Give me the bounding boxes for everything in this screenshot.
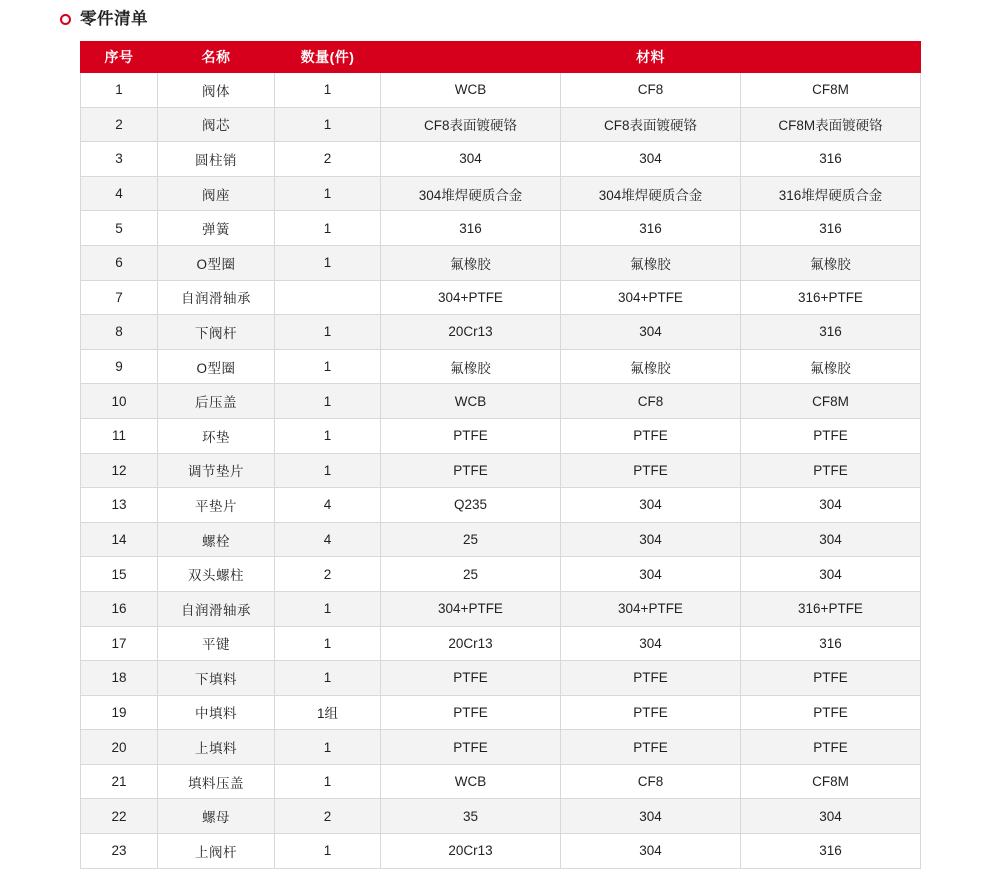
cell-seq: 18 <box>81 661 158 696</box>
cell-qty: 1 <box>275 591 381 626</box>
cell-qty: 1 <box>275 384 381 419</box>
cell-material-2: CF8 <box>561 73 741 108</box>
column-header-material: 材料 <box>381 42 921 73</box>
cell-seq: 15 <box>81 557 158 592</box>
table-row <box>81 107 921 142</box>
cell-material-3: 316堆焊硬质合金 <box>741 176 921 211</box>
table-row <box>81 418 921 453</box>
cell-name: O型圈 <box>158 349 275 384</box>
table-row <box>81 557 921 592</box>
cell-qty: 1 <box>275 349 381 384</box>
cell-material-2: 氟橡胶 <box>561 245 741 280</box>
cell-material-1: WCB <box>381 73 561 108</box>
cell-material-3: PTFE <box>741 695 921 730</box>
cell-material-2: PTFE <box>561 418 741 453</box>
cell-material-1: 25 <box>381 522 561 557</box>
parts-table <box>80 41 921 869</box>
cell-seq: 12 <box>81 453 158 488</box>
cell-name: O型圈 <box>158 245 275 280</box>
table-row <box>81 488 921 523</box>
cell-qty: 1 <box>275 418 381 453</box>
table-row <box>81 591 921 626</box>
cell-material-2: 氟橡胶 <box>561 349 741 384</box>
column-header-seq: 序号 <box>81 42 158 73</box>
cell-name: 自润滑轴承 <box>158 591 275 626</box>
cell-material-3: CF8M <box>741 764 921 799</box>
table-row <box>81 730 921 765</box>
cell-material-2: 304 <box>561 799 741 834</box>
cell-material-3: 氟橡胶 <box>741 349 921 384</box>
cell-seq: 9 <box>81 349 158 384</box>
cell-seq: 8 <box>81 315 158 350</box>
cell-material-1: 氟橡胶 <box>381 349 561 384</box>
cell-seq: 10 <box>81 384 158 419</box>
table-row <box>81 522 921 557</box>
cell-material-1: 20Cr13 <box>381 834 561 869</box>
table-row <box>81 315 921 350</box>
cell-name: 圆柱销 <box>158 142 275 177</box>
cell-material-2: CF8 <box>561 384 741 419</box>
cell-seq: 20 <box>81 730 158 765</box>
table-row <box>81 661 921 696</box>
page-title: 零件清单 <box>80 9 148 28</box>
cell-material-1: 304 <box>381 142 561 177</box>
cell-material-3: 316 <box>741 626 921 661</box>
cell-material-3: PTFE <box>741 418 921 453</box>
cell-material-3: 304 <box>741 488 921 523</box>
cell-name: 阀座 <box>158 176 275 211</box>
cell-seq: 11 <box>81 418 158 453</box>
cell-name: 螺栓 <box>158 522 275 557</box>
cell-name: 上阀杆 <box>158 834 275 869</box>
cell-qty: 4 <box>275 488 381 523</box>
table-body <box>81 73 921 869</box>
cell-material-2: 304 <box>561 142 741 177</box>
column-header-name: 名称 <box>158 42 275 73</box>
cell-material-1: Q235 <box>381 488 561 523</box>
cell-qty: 1 <box>275 453 381 488</box>
cell-name: 填料压盖 <box>158 764 275 799</box>
table-header-row <box>81 42 921 73</box>
cell-seq: 17 <box>81 626 158 661</box>
cell-material-3: 316 <box>741 315 921 350</box>
parts-table-container <box>80 41 920 869</box>
cell-seq: 1 <box>81 73 158 108</box>
cell-material-3: CF8M <box>741 384 921 419</box>
cell-name: 调节垫片 <box>158 453 275 488</box>
cell-qty: 1 <box>275 176 381 211</box>
cell-seq: 3 <box>81 142 158 177</box>
cell-material-1: PTFE <box>381 453 561 488</box>
cell-material-1: PTFE <box>381 695 561 730</box>
cell-name: 平键 <box>158 626 275 661</box>
cell-name: 弹簧 <box>158 211 275 246</box>
cell-material-2: PTFE <box>561 730 741 765</box>
cell-material-1: CF8表面镀硬铬 <box>381 107 561 142</box>
cell-qty: 1 <box>275 245 381 280</box>
cell-material-2: 304 <box>561 557 741 592</box>
cell-material-3: 304 <box>741 799 921 834</box>
table-row <box>81 176 921 211</box>
cell-seq: 2 <box>81 107 158 142</box>
table-row <box>81 142 921 177</box>
cell-material-1: 25 <box>381 557 561 592</box>
cell-material-1: 氟橡胶 <box>381 245 561 280</box>
cell-material-3: PTFE <box>741 661 921 696</box>
cell-seq: 19 <box>81 695 158 730</box>
cell-qty: 2 <box>275 799 381 834</box>
cell-material-2: CF8 <box>561 764 741 799</box>
cell-seq: 7 <box>81 280 158 315</box>
table-row <box>81 384 921 419</box>
cell-name: 下阀杆 <box>158 315 275 350</box>
cell-qty: 1 <box>275 73 381 108</box>
table-row <box>81 211 921 246</box>
cell-qty: 1 <box>275 834 381 869</box>
cell-name: 中填料 <box>158 695 275 730</box>
cell-qty: 1 <box>275 211 381 246</box>
cell-qty: 1 <box>275 626 381 661</box>
cell-qty <box>275 280 381 315</box>
cell-name: 自润滑轴承 <box>158 280 275 315</box>
cell-material-3: 316 <box>741 834 921 869</box>
cell-name: 平垫片 <box>158 488 275 523</box>
cell-material-2: 304 <box>561 522 741 557</box>
cell-material-3: 316+PTFE <box>741 591 921 626</box>
cell-material-1: WCB <box>381 764 561 799</box>
table-row <box>81 764 921 799</box>
cell-name: 下填料 <box>158 661 275 696</box>
cell-qty: 1 <box>275 315 381 350</box>
cell-material-2: PTFE <box>561 661 741 696</box>
table-row <box>81 695 921 730</box>
cell-seq: 13 <box>81 488 158 523</box>
cell-material-2: PTFE <box>561 453 741 488</box>
cell-name: 双头螺柱 <box>158 557 275 592</box>
table-row <box>81 453 921 488</box>
cell-qty: 4 <box>275 522 381 557</box>
cell-material-1: 20Cr13 <box>381 315 561 350</box>
cell-name: 阀体 <box>158 73 275 108</box>
circle-bullet-icon <box>60 14 71 25</box>
cell-material-1: PTFE <box>381 418 561 453</box>
cell-material-2: 304 <box>561 488 741 523</box>
cell-material-3: 316 <box>741 142 921 177</box>
cell-material-3: CF8M <box>741 73 921 108</box>
column-header-qty: 数量(件) <box>275 42 381 73</box>
cell-material-3: 氟橡胶 <box>741 245 921 280</box>
cell-qty: 2 <box>275 142 381 177</box>
cell-material-2: CF8表面镀硬铬 <box>561 107 741 142</box>
cell-name: 环垫 <box>158 418 275 453</box>
cell-material-1: 304堆焊硬质合金 <box>381 176 561 211</box>
cell-seq: 21 <box>81 764 158 799</box>
table-head <box>81 42 921 73</box>
cell-material-3: 304 <box>741 522 921 557</box>
cell-name: 后压盖 <box>158 384 275 419</box>
cell-material-1: PTFE <box>381 730 561 765</box>
table-row <box>81 245 921 280</box>
table-row <box>81 349 921 384</box>
cell-material-1: 316 <box>381 211 561 246</box>
cell-name: 螺母 <box>158 799 275 834</box>
section-header <box>0 0 1000 32</box>
cell-name: 上填料 <box>158 730 275 765</box>
cell-qty: 1 <box>275 730 381 765</box>
cell-seq: 4 <box>81 176 158 211</box>
cell-material-3: CF8M表面镀硬铬 <box>741 107 921 142</box>
cell-material-1: 304+PTFE <box>381 591 561 626</box>
table-row <box>81 834 921 869</box>
cell-material-2: 304+PTFE <box>561 591 741 626</box>
cell-material-2: 316 <box>561 211 741 246</box>
cell-material-3: PTFE <box>741 730 921 765</box>
cell-material-1: 35 <box>381 799 561 834</box>
cell-seq: 5 <box>81 211 158 246</box>
cell-material-1: 20Cr13 <box>381 626 561 661</box>
table-row <box>81 799 921 834</box>
cell-qty: 2 <box>275 557 381 592</box>
cell-material-3: PTFE <box>741 453 921 488</box>
cell-seq: 23 <box>81 834 158 869</box>
cell-material-1: WCB <box>381 384 561 419</box>
cell-material-2: 304 <box>561 834 741 869</box>
cell-qty: 1 <box>275 764 381 799</box>
cell-material-3: 316+PTFE <box>741 280 921 315</box>
cell-seq: 16 <box>81 591 158 626</box>
cell-seq: 22 <box>81 799 158 834</box>
table-row <box>81 73 921 108</box>
cell-seq: 14 <box>81 522 158 557</box>
cell-material-2: 304堆焊硬质合金 <box>561 176 741 211</box>
cell-name: 阀芯 <box>158 107 275 142</box>
cell-material-1: PTFE <box>381 661 561 696</box>
cell-qty: 1 <box>275 107 381 142</box>
cell-material-1: 304+PTFE <box>381 280 561 315</box>
cell-material-3: 304 <box>741 557 921 592</box>
cell-material-3: 316 <box>741 211 921 246</box>
cell-material-2: 304 <box>561 626 741 661</box>
table-row <box>81 280 921 315</box>
cell-material-2: 304 <box>561 315 741 350</box>
cell-material-2: 304+PTFE <box>561 280 741 315</box>
cell-qty: 1组 <box>275 695 381 730</box>
cell-seq: 6 <box>81 245 158 280</box>
cell-qty: 1 <box>275 661 381 696</box>
cell-material-2: PTFE <box>561 695 741 730</box>
table-row <box>81 626 921 661</box>
